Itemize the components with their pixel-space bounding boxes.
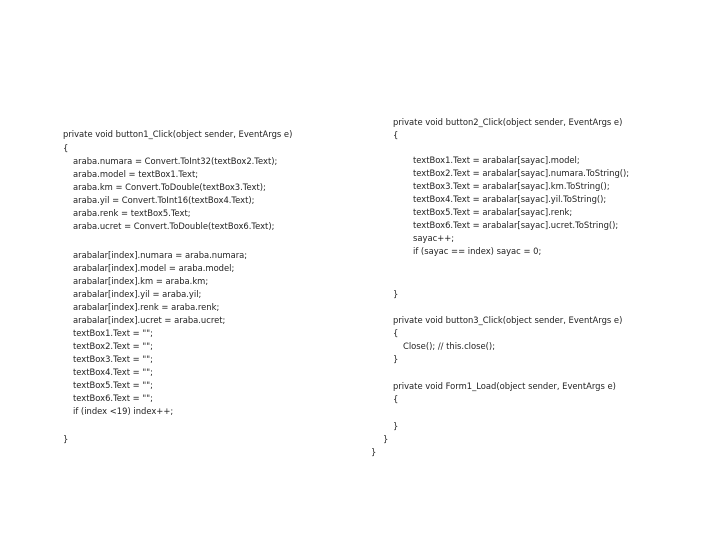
- left-line-13: arabalar[index].renk = araba.renk;: [73, 302, 220, 312]
- right-line-3: textBox1.Text = arabalar[sayac].model;: [413, 155, 580, 165]
- left-line-19: textBox5.Text = "";: [73, 380, 153, 390]
- right-line-10: if (sayac == index) sayac = 0;: [413, 246, 542, 256]
- right-line-11: }: [393, 289, 399, 299]
- right-line-20: }: [371, 447, 377, 457]
- left-line-9: arabalar[index].numara = araba.numara;: [73, 250, 248, 260]
- right-line-7: textBox5.Text = arabalar[sayac].renk;: [413, 207, 573, 217]
- left-line-17: textBox3.Text = "";: [73, 354, 153, 364]
- right-line-14: Close(); // this.close();: [403, 341, 496, 351]
- right-line-12: private void button3_Click(object sender, EventArgs e): [393, 315, 623, 325]
- left-line-8: araba.ucret = Convert.ToDouble(textBox6.Text);: [73, 221, 275, 231]
- left-line-15: textBox1.Text = "";: [73, 328, 153, 338]
- right-line-13: {: [393, 328, 399, 338]
- left-line-1: private void button1_Click(object sender, EventArgs e): [63, 129, 293, 139]
- right-line-2: {: [393, 130, 399, 140]
- right-line-18: }: [393, 421, 399, 431]
- right-line-19: }: [383, 434, 389, 444]
- left-line-5: araba.km = Convert.ToDouble(textBox3.Text);: [73, 182, 266, 192]
- right-line-6: textBox4.Text = arabalar[sayac].yil.ToString();: [413, 194, 607, 204]
- right-line-8: textBox6.Text = arabalar[sayac].ucret.ToString();: [413, 220, 619, 230]
- right-line-4: textBox2.Text = arabalar[sayac].numara.ToString();: [413, 168, 630, 178]
- left-line-11: arabalar[index].km = araba.km;: [73, 276, 209, 286]
- left-line-10: arabalar[index].model = araba.model;: [73, 263, 235, 273]
- right-line-17: {: [393, 394, 399, 404]
- left-line-21: if (index <19) index++;: [73, 406, 174, 416]
- left-line-16: textBox2.Text = "";: [73, 341, 153, 351]
- left-line-7: araba.renk = textBox5.Text;: [73, 208, 191, 218]
- right-line-1: private void button2_Click(object sender, EventArgs e): [393, 117, 623, 127]
- left-line-4: araba.model = textBox1.Text;: [73, 169, 199, 179]
- left-line-14: arabalar[index].ucret = araba.ucret;: [73, 315, 226, 325]
- right-line-15: }: [393, 354, 399, 364]
- left-line-18: textBox4.Text = "";: [73, 367, 153, 377]
- right-line-5: textBox3.Text = arabalar[sayac].km.ToString();: [413, 181, 610, 191]
- left-line-20: textBox6.Text = "";: [73, 393, 153, 403]
- left-line-2: {: [63, 143, 69, 153]
- left-line-12: arabalar[index].yil = araba.yil;: [73, 289, 202, 299]
- left-line-22: }: [63, 434, 69, 444]
- left-line-3: araba.numara = Convert.ToInt32(textBox2.Text);: [73, 156, 278, 166]
- left-line-6: araba.yil = Convert.ToInt16(textBox4.Text);: [73, 195, 255, 205]
- right-line-16: private void Form1_Load(object sender, EventArgs e): [393, 381, 616, 391]
- right-line-9: sayac++;: [413, 233, 455, 243]
